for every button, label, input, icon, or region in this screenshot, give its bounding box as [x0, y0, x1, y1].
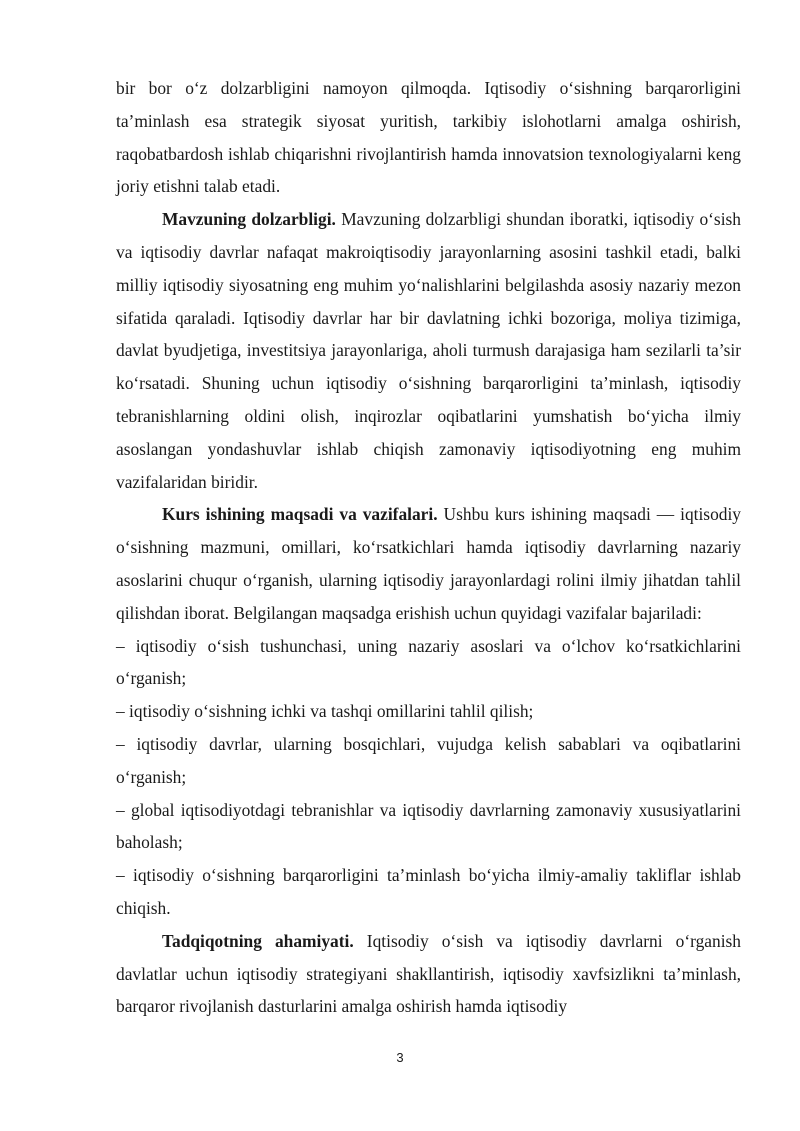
importance-text: Iqtisodiy o‘sish va iqtisodiy davrlarni o‘rganish davlatlar uchun iqtisodiy strategiyani shakllantirish, iqtisodiy xavfsizlikni ta’minlash, barqaror rivojlanish dasturlarini amalga oshirish hamda iqtisodiy	[116, 930, 741, 1017]
task-item-5: – iqtisodiy o‘sishning barqarorligini ta’minlash bo‘yicha ilmiy-amaliy takliflar ishlab chiqish.	[116, 865, 741, 918]
task-item-3: – iqtisodiy davrlar, ularning bosqichlari, vujudga kelish sabablari va oqibatlarini o‘rganish;	[116, 733, 741, 787]
paragraph-intro: bir bor o‘z dolzarbligini namoyon qilmoqda. Iqtisodiy o‘sishning barqarorligini ta’minlash esa strategik siyosat yuritish, tarkibiy islohotlarni amalga oshirish, raqobatbardosh ishlab chiqarishni rivojlantirish hamda innovatsion texnologiyalarni keng joriy etishni talab etadi.	[116, 78, 741, 197]
task-item-1: – iqtisodiy o‘sish tushunchasi, uning nazariy asoslari va o‘lchov ko‘rsatkichlarini o‘rganish;	[116, 635, 741, 689]
task-item-2: – iqtisodiy o‘sishning ichki va tashqi omillarini tahlil qilish;	[116, 701, 534, 722]
goals-text: Ushbu kurs ishining maqsadi — iqtisodiy o‘sishning mazmuni, omillari, ko‘rsatkichlari hamda iqtisodiy davrlarning nazariy asoslarini chuqur o‘rganish, ularning iqtisodiy jarayonlardagi rolini ilmiy jihatdan tahlil qilishdan iborat. Belgilangan maqsadga erishish uchun quyidagi vazifalar bajariladi:	[116, 504, 741, 623]
task-item-4: – global iqtisodiyotdagi tebranishlar va iqtisodiy davrlarning zamonaviy xususiyatlarini baholash;	[116, 799, 741, 853]
heading-importance: Tadqiqotning ahamiyati.	[162, 930, 354, 951]
paragraph-goals	[116, 498, 741, 629]
paragraph-importance	[116, 925, 741, 1023]
page-number: 3	[396, 1050, 404, 1065]
heading-relevance: Mavzuning dolzarbligi.	[162, 209, 336, 230]
document-body	[116, 72, 741, 1023]
paragraph-relevance	[116, 203, 741, 498]
relevance-text: Mavzuning dolzarbligi shundan iboratki, iqtisodiy o‘sish va iqtisodiy davrlar nafaqat makroiqtisodiy jarayonlarning asosini tashkil etadi, balki milliy iqtisodiy siyosatning eng muhim yo‘nalishlarini belgilashda asosiy nazariy mezon sifatida qaraladi. Iqtisodiy davrlar har bir davlatning ichki bozoriga, moliya tizimiga, davlat byudjetiga, investitsiya jarayonlariga, aholi turmush darajasiga ham sezilarli ta’sir ko‘rsatadi. Shuning uchun iqtisodiy o‘sishning barqarorligini ta’minlash, iqtisodiy tebranishlarning oldini olish, inqirozlar oqibatlarini yumshatish bo‘yicha ilmiy asoslangan yondashuvlar ishlab chiqish zamonaviy iqtisodiyotning eng muhim vazifalaridan biridir.	[116, 209, 741, 492]
heading-goals: Kurs ishining maqsadi va vazifalari.	[162, 504, 438, 525]
